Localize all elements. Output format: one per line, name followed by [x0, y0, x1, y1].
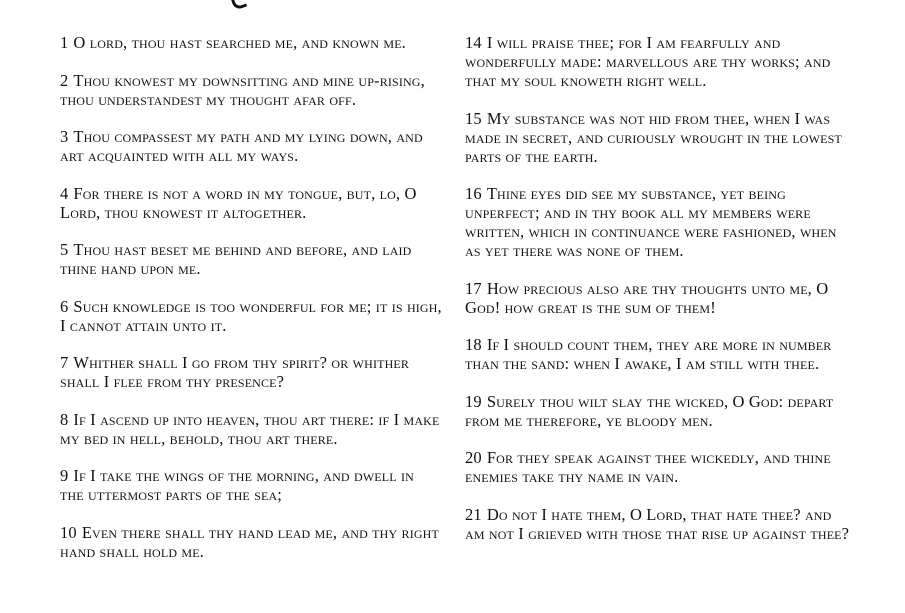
- verse: [60, 353, 442, 391]
- verse-number: 5: [60, 240, 69, 259]
- verse-text: Do not I hate them, O Lord, that hate thee? and am not I grieved with those that rise up against thee?: [465, 504, 850, 543]
- verse-text: Thou compassest my path and my lying down, and art acquainted with all my ways.: [60, 127, 423, 165]
- verse-number: 17: [465, 278, 482, 298]
- verse-number: 16: [465, 184, 482, 203]
- verse-number: 14: [465, 33, 482, 52]
- verse-number: 15: [465, 108, 482, 128]
- verse-number: 4: [60, 183, 69, 203]
- verse: [60, 184, 442, 222]
- verse: [60, 127, 442, 165]
- verse-number: 10: [60, 522, 77, 542]
- verse-text: My substance was not hid from thee, when I was made in secret, and curiously wrought in the lowest parts of the earth.: [465, 108, 842, 166]
- left-column: [60, 33, 442, 579]
- verse: [465, 392, 851, 430]
- verse-text: Thou hast beset me behind and before, and laid thine hand upon me.: [60, 240, 412, 278]
- verse: [60, 240, 442, 278]
- verse: [60, 33, 442, 52]
- verse-text: For there is not a word in my tongue, but, lo, O Lord, thou knowest it altogether.: [60, 183, 417, 222]
- verse-number: 6: [60, 296, 69, 316]
- verse-number: 3: [60, 127, 69, 146]
- verse-number: 2: [60, 70, 69, 90]
- verse: [465, 184, 851, 260]
- verse-text: Even there shall thy hand lead me, and thy right hand shall hold me.: [60, 522, 439, 561]
- verse-text: Whither shall I go from thy spirit? or whither shall I flee from thy presence?: [60, 353, 410, 391]
- verse-number: 1: [60, 33, 69, 52]
- verse: [465, 279, 851, 317]
- verse-text: Thine eyes did see my substance, yet being unperfect; and in thy book all my members were written, which in continuance were fashioned, when as yet there was none of them.: [465, 184, 837, 260]
- verse: [465, 33, 851, 90]
- verse-text: For they speak against thee wickedly, and thine enemies take thy name in vain.: [465, 448, 831, 486]
- verse-text: How precious also are thy thoughts unto me, O God! how great is the sum of them!: [465, 278, 829, 317]
- verse: [465, 505, 851, 543]
- title-fragment: [230, 0, 247, 11]
- verse-number: 20: [465, 448, 482, 467]
- verse-text: If I should count them, they are more in number than the sand: when I awake, I am still with thee.: [465, 335, 832, 373]
- right-column: [465, 33, 851, 561]
- verse: [465, 335, 851, 373]
- verse: [60, 297, 442, 335]
- verse: [465, 109, 851, 166]
- verse-text: If I ascend up into heaven, thou art there: if I make my bed in hell, behold, thou art there.: [60, 409, 440, 448]
- verse-number: 18: [465, 335, 482, 354]
- verse: [60, 523, 442, 561]
- verse-number: 21: [465, 504, 482, 524]
- verse-text: Surely thou wilt slay the wicked, O God: depart from me therefore, ye bloody men.: [465, 391, 834, 430]
- verse-text: Such knowledge is too wonderful for me; it is high, I cannot attain unto it.: [60, 296, 442, 335]
- verse-number: 19: [465, 391, 482, 411]
- verse: [60, 410, 442, 448]
- verse-text: Thou knowest my downsitting and mine up-rising, thou understandest my thought afar off.: [60, 70, 425, 109]
- verse: [465, 448, 851, 486]
- verse-text: O lord, thou hast searched me, and known me.: [73, 33, 406, 52]
- verse-number: 9: [60, 466, 69, 485]
- verse-number: 8: [60, 409, 69, 429]
- verse-number: 7: [60, 353, 69, 372]
- verse: [60, 71, 442, 109]
- verse-text: If I take the wings of the morning, and dwell in the uttermost parts of the sea;: [60, 466, 414, 504]
- verse-text: I will praise thee; for I am fearfully and wonderfully made: marvellous are thy works; and that my soul knoweth right well.: [465, 33, 831, 90]
- verse: [60, 466, 442, 504]
